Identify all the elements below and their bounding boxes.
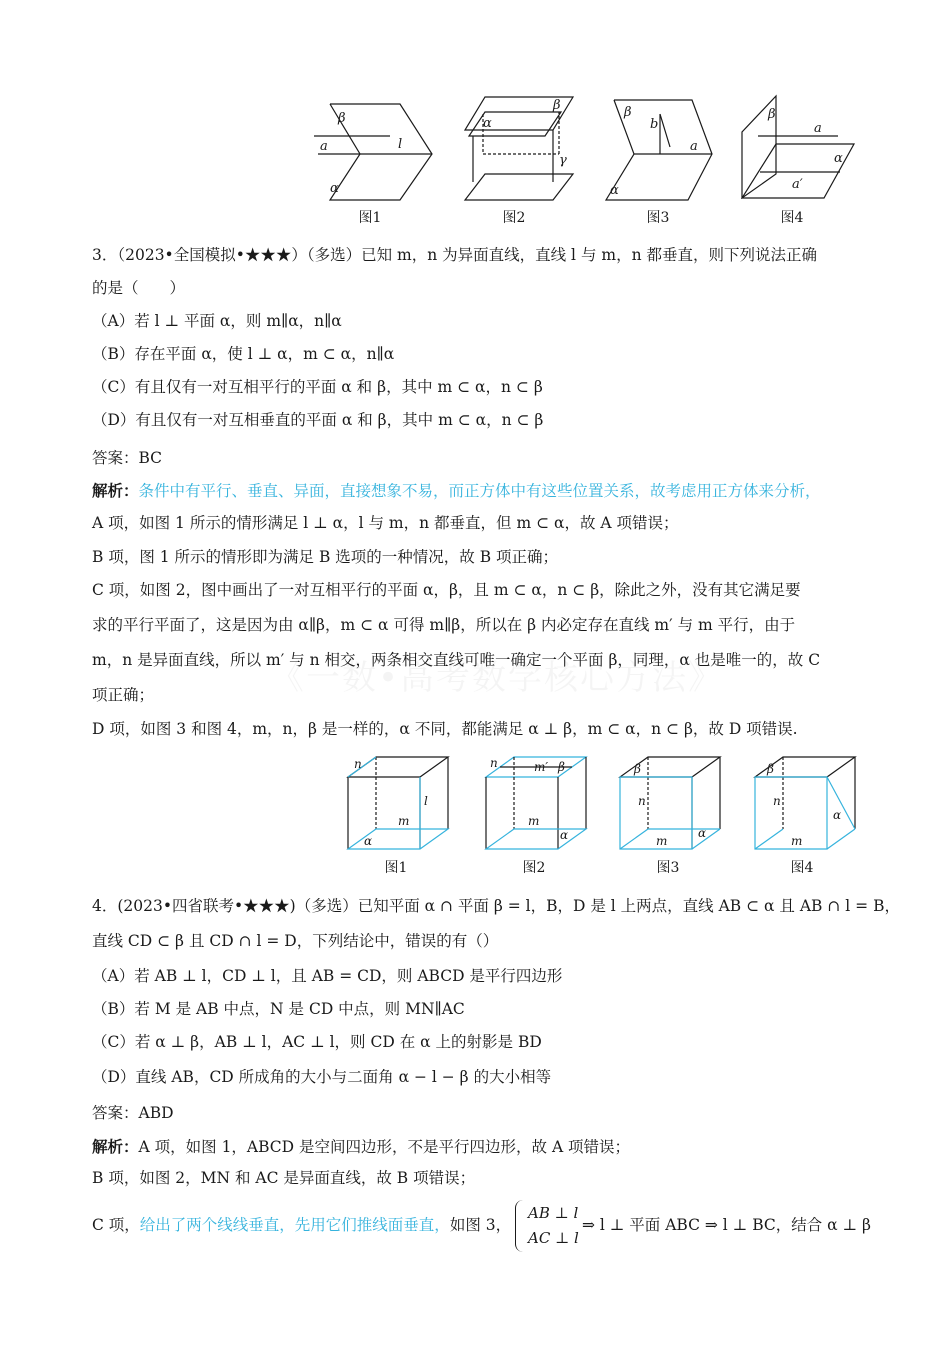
fig4-label-beta: β	[768, 107, 776, 122]
fig4-label-alpha: α	[834, 151, 843, 166]
fig3-label-b: b	[650, 117, 659, 132]
q4-stem-line-1: 4．(2023•四省联考•★★★)（多选）已知平面 α ∩ 平面 β = l，B，D 是 l 上两点，直线 AB ⊂ α 且 AB ∩ l = B，	[92, 897, 900, 915]
q3-analysis-c-3: m，n 是异面直线，所以 m′ 与 n 相交，两条相交直线可唯一确定一个平面 β，同理，α 也是唯一的，故 C	[92, 651, 821, 669]
cube2-label-alpha: α	[560, 828, 569, 842]
cube-caption-2: 图2	[522, 860, 546, 876]
q3-analysis-c-4: 项正确；	[92, 686, 155, 704]
q3-analysis-c-2: 求的平行平面了，这是因为由 α∥β，m ⊂ α 可得 m∥β，所以在 β 内必定存在直线 m′ 与 m 平行，由于	[92, 616, 796, 634]
q4-analysis-c-fig: 如图 3，	[449, 1216, 512, 1234]
cube-caption-1: 图1	[384, 860, 408, 876]
q4-analysis-a: A 项，如图 1，ABCD 是空间四边形，不是平行四边形，故 A 项错误；	[138, 1138, 631, 1156]
top-caption-2: 图2	[502, 210, 526, 226]
cube2-label-n: n	[490, 756, 498, 770]
cube4-label-alpha: α	[833, 808, 842, 822]
q4-analysis-label: 解析：	[92, 1137, 139, 1156]
top-caption-4: 图4	[780, 210, 804, 226]
cube2-label-beta: β	[558, 760, 565, 774]
q4-answer: 答案：ABD	[92, 1104, 174, 1122]
top-figure-1	[300, 92, 440, 202]
q4-option-b: （B）若 M 是 AB 中点，N 是 CD 中点，则 MN∥AC	[92, 1000, 465, 1018]
q4-analysis-c-suffix: ⇒ l ⊥ 平面 ABC ⇒ l ⊥ BC，结合 α ⊥ β	[582, 1216, 872, 1234]
system-brace	[515, 1200, 526, 1252]
cube-figure-1	[340, 755, 452, 853]
fig3-label-alpha: α	[610, 183, 619, 198]
cube1-label-m: m	[398, 814, 410, 828]
q3-option-b: （B）存在平面 α，使 l ⊥ α，m ⊂ α，n∥α	[92, 345, 395, 363]
fig4-label-a: a	[814, 121, 822, 136]
fig1-label-a: a	[320, 139, 328, 154]
q3-option-d: （D）有且仅有一对互相垂直的平面 α 和 β，其中 m ⊂ α，n ⊂ β	[92, 411, 544, 429]
cube-figure-4	[747, 755, 859, 853]
top-figure-2	[455, 92, 585, 202]
top-figure-3	[600, 92, 720, 202]
cube4-label-m: m	[791, 834, 803, 848]
cube1-label-l: l	[424, 794, 428, 808]
fig1-label-beta: β	[338, 111, 346, 126]
brace-bottom-condition: AC ⊥ l	[528, 1229, 579, 1247]
q3-option-a: （A）若 l ⊥ 平面 α，则 m∥α，n∥α	[92, 312, 342, 330]
cube3-label-n: n	[638, 794, 646, 808]
q4-analysis-c-hint: 给出了两个线线垂直，先用它们推线面垂直，	[139, 1216, 450, 1234]
cube-caption-4: 图4	[790, 860, 814, 876]
q3-stem-line-2: 的是（ ）	[92, 279, 186, 297]
q3-option-c: （C）有且仅有一对互相平行的平面 α 和 β，其中 m ⊂ α，n ⊂ β	[92, 378, 543, 396]
cube3-label-m: m	[656, 834, 668, 848]
q3-analysis-hint: 条件中有平行、垂直、异面，直接想象不易，而正方体中有这些位置关系，故考虑用正方体来分析，	[138, 482, 821, 500]
top-caption-1: 图1	[358, 210, 382, 226]
cube1-label-n: n	[354, 757, 362, 771]
fig3-label-beta: β	[624, 105, 632, 120]
q3-analysis-line	[92, 480, 821, 502]
cube2-label-m: m	[528, 814, 540, 828]
cube-figure-3	[612, 755, 724, 853]
q3-analysis-a: A 项，如图 1 所示的情形满足 l ⊥ α，l 与 m，n 都垂直，但 m ⊂ α，故 A 项错误；	[92, 514, 679, 532]
cube1-label-alpha: α	[364, 834, 373, 848]
cube3-label-beta: β	[634, 762, 641, 776]
q4-analysis-b: B 项，如图 2，MN 和 AC 是异面直线，故 B 项错误；	[92, 1169, 476, 1187]
q4-option-d: （D）直线 AB，CD 所成角的大小与二面角 α − l − β 的大小相等	[92, 1068, 552, 1086]
cube-caption-3: 图3	[656, 860, 680, 876]
fig4-label-a-prime: a′	[792, 177, 803, 192]
cube4-label-n: n	[773, 794, 781, 808]
fig3-label-a: a	[690, 139, 698, 154]
fig2-label-gamma: γ	[559, 153, 567, 168]
cube2-label-m-prime: m′	[534, 760, 549, 774]
fig1-label-l: l	[398, 137, 403, 152]
q3-analysis-c-1: C 项，如图 2，图中画出了一对互相平行的平面 α，β，且 m ⊂ α，n ⊂ β，除此之外，没有其它满足要	[92, 581, 801, 599]
fig2-label-beta: β	[553, 98, 561, 113]
fig2-label-alpha: α	[483, 116, 492, 131]
q3-analysis-d: D 项，如图 3 和图 4，m，n，β 是一样的，α 不同，都能满足 α ⊥ β，m ⊂ α，n ⊂ β，故 D 项错误.	[92, 720, 798, 738]
q4-stem-line-2: 直线 CD ⊂ β 且 CD ∩ l = D，下列结论中，错误的有（）	[92, 932, 499, 950]
q4-option-a: （A）若 AB ⊥ l，CD ⊥ l，且 AB = CD，则 ABCD 是平行四边形	[92, 967, 563, 985]
q3-answer: 答案：BC	[92, 449, 163, 467]
brace-top-condition: AB ⊥ l	[528, 1204, 579, 1222]
q4-analysis-a-line	[92, 1136, 630, 1158]
q3-stem-line-1: 3．（2023•全国模拟•★★★）（多选）已知 m，n 为异面直线，直线 l 与 m，n 都垂直，则下列说法正确	[92, 246, 817, 264]
q4-option-c: （C）若 α ⊥ β，AB ⊥ l，AC ⊥ l，则 CD 在 α 上的射影是 BD	[92, 1033, 542, 1051]
cube4-label-beta: β	[767, 762, 774, 776]
top-caption-3: 图3	[646, 210, 670, 226]
fig1-label-alpha: α	[330, 181, 339, 196]
q3-analysis-b: B 项，图 1 所示的情形即为满足 B 选项的一种情况，故 B 项正确；	[92, 548, 559, 566]
cube-figure-2	[478, 755, 590, 853]
q4-analysis-c-line	[92, 1214, 511, 1236]
q4-analysis-c-prefix: C 项，	[92, 1216, 140, 1234]
q3-analysis-label: 解析：	[92, 481, 139, 500]
top-figure-4	[738, 92, 863, 202]
cube3-label-alpha: α	[698, 826, 707, 840]
